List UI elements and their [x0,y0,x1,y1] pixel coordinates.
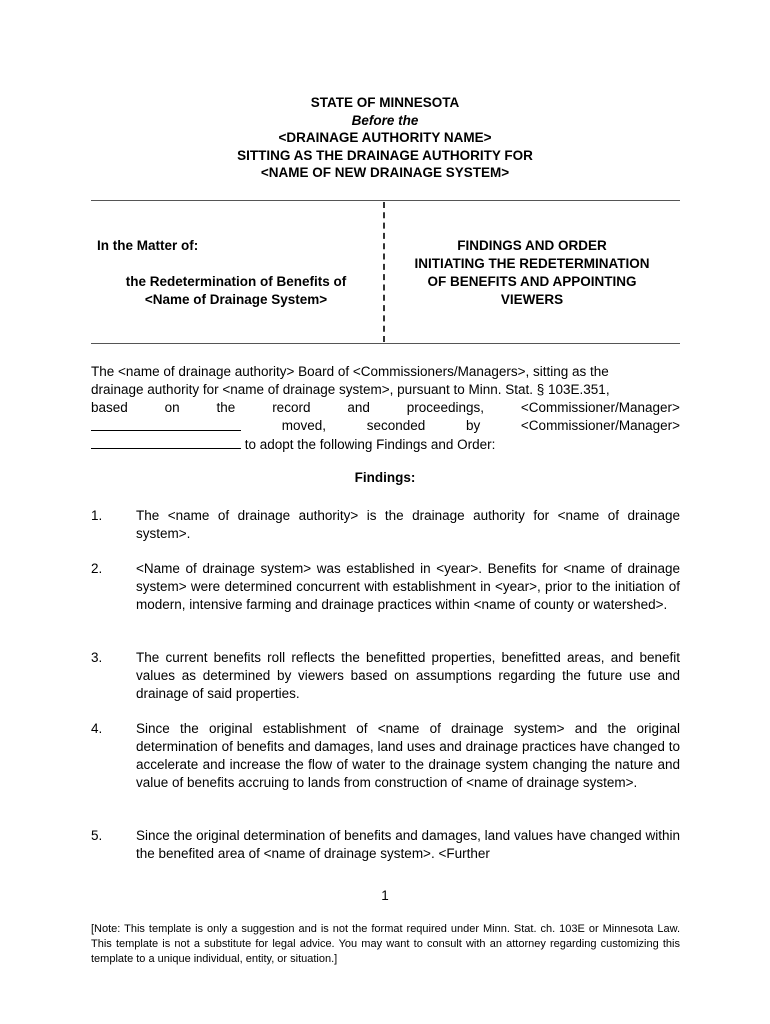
findings-heading: Findings: [354,470,416,485]
finding-item [91,720,680,792]
before-the-line: Before the [351,112,419,128]
intro-word: on [164,400,180,415]
intro-line-4 [91,417,680,435]
matter-line-2: <Name of Drainage System> [144,292,328,307]
intro-word: <Commissioner/Manager> [520,418,680,433]
intro-line-1 [91,363,680,381]
intro-word: record [272,400,311,415]
intro-line-3 [91,399,680,417]
matter-line-1: the Redetermination of Benefits of [125,274,347,289]
intro-word: proceedings, [406,400,485,415]
caption-matter [97,237,377,309]
intro-line-5 [91,435,680,454]
page-number: 1 [381,888,389,903]
intro-line-2 [91,381,680,399]
intro-word: based [91,400,128,415]
caption-title [388,237,676,309]
finding-item [91,649,680,703]
finding-text: The <name of drainage authority> is the drainage authority for <name of drainage system>. [136,508,680,541]
finding-number: 4. [91,721,103,736]
title-line-2: INITIATING THE REDETERMINATION [414,256,650,271]
finding-number: 3. [91,650,103,665]
caption-divider [383,202,385,342]
finding-text: The current benefits roll reflects the benefitted properties, benefitted areas, and benefit values as determined by viewers based on assumptions regarding the future use and drainage of said properties. [136,650,680,701]
intro-word: seconded [366,418,426,433]
mover-blank[interactable] [91,417,241,431]
intro-paragraph [91,363,680,454]
finding-item [91,507,680,543]
disclaimer-note: [Note: This template is only a suggestion and is not the format required under Minn. Stat. ch. 103E or Minnesota Law. This template is not a substitute for legal advice. You may want to consult with an attorney regarding customizing this template to a unique individual, entity, or situation.] [91,923,680,965]
finding-text: <Name of drainage system> was established in <year>. Benefits for <name of drainage system> were determined concurrent with establishment in <year>, prior to the initiation of modern, intensive farming and drainage practices within <name of county or watershed>. [136,561,680,612]
title-line-4: VIEWERS [500,292,564,307]
finding-item [91,827,680,863]
finding-number: 1. [91,508,103,523]
intro-text-5: to adopt the following Findings and Order: [241,437,496,452]
document-header [0,94,770,182]
system-name-line: <NAME OF NEW DRAINAGE SYSTEM> [260,165,510,180]
finding-number: 2. [91,561,103,576]
intro-word: the [216,400,236,415]
intro-text-1: The <name of drainage authority> Board of <Commissioners/Managers>, sitting as the [91,364,609,379]
intro-word: moved, [281,418,326,433]
title-line-3: OF BENEFITS AND APPOINTING [427,274,637,289]
sitting-as-line: SITTING AS THE DRAINAGE AUTHORITY FOR [237,147,533,163]
authority-name-line: <DRAINAGE AUTHORITY NAME> [278,130,492,145]
matter-label: In the Matter of: [97,238,199,253]
intro-text-2: drainage authority for <name of drainage system>, pursuant to Minn. Stat. § 103E.351, [91,382,610,397]
state-heading: STATE OF MINNESOTA [310,95,460,110]
top-rule [91,200,680,201]
intro-word: <Commissioner/Manager> [520,400,680,415]
bottom-rule [91,343,680,344]
intro-word: by [465,418,481,433]
seconder-blank[interactable] [91,435,241,449]
finding-number: 5. [91,828,103,843]
finding-text: Since the original determination of benefits and damages, land values have changed within the benefited area of <name of drainage system>. <Further [136,828,680,861]
title-line-1: FINDINGS AND ORDER [457,238,607,253]
finding-item [91,560,680,614]
intro-word: and [347,400,370,415]
finding-text: Since the original establishment of <name of drainage system> and the original determination of benefits and damages, land uses and drainage practices have changed to accelerate and increase the flow of water to the drainage system changing the nature and value of benefits accruing to lands from construction of <name of drainage system>. [136,721,680,790]
